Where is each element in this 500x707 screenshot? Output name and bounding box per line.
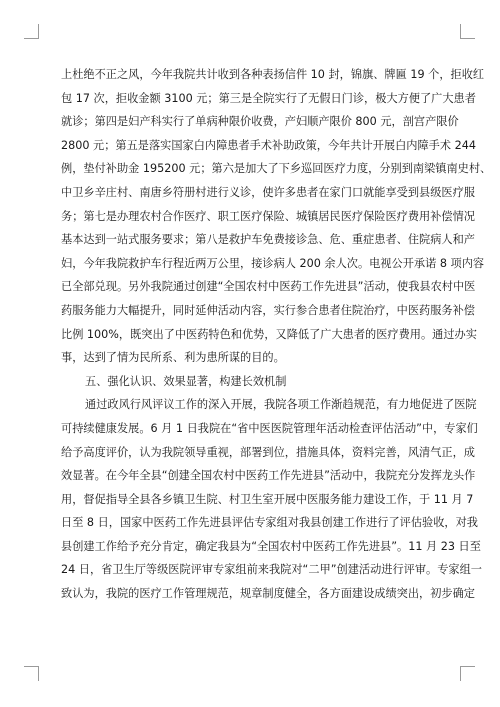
crop-mark-top-left [24, 24, 39, 39]
crop-mark-top-right [460, 24, 475, 39]
text-line: 包 17 次，拒收金额 3100 元；第三是全院实行了无假日门诊，极大方便了广大患者 [61, 91, 476, 105]
text-line: 上杜绝不正之风，今年我院共计收到各种表扬信件 10 封，锦旗、牌匾 19 个，拒收红 [61, 68, 485, 81]
crop-mark-bottom-right [460, 666, 475, 681]
document-body [61, 63, 492, 606]
text-line: 例，垫付补助金 195200 元；第六是加大了下乡巡回医疗力度，分别到南梁镇南史村、 [61, 162, 492, 176]
text-line: 药服务能力大幅提升，同时延伸活动内容，实行参合患者住院治疗，中医药服务补偿 [61, 303, 475, 317]
text-line: 就诊；第四是妇产科实行了单病种限价收费，产妇顺产限价 800 元，剖宫产限价 [61, 115, 459, 129]
text-line: 妇，今年我院救护车行程近两万公里，接诊病人 200 余人次。电视公开承诺 8 项内容 [61, 256, 485, 270]
text-line: 比例 100%，既突出了中医药特色和优势，又降低了广大患者的医疗费用。通过办实 [61, 327, 477, 341]
text-line: 可持续健康发展。6 月 1 日我院在“省中医医院管理年活动检查评估活动”中，专家们 [61, 421, 478, 435]
text-line: 基本达到一站式服务要求；第八是救护车免费接诊急、危、重症患者、住院病人和产 [61, 233, 475, 247]
crop-mark-bottom-left [24, 666, 39, 681]
text-line: 2800 元；第五是落实国家白内障患者手术补助政策，今年共计开展白内障手术 244 [61, 138, 476, 152]
text-line: 24 日，省卫生厅等级医院评审专家组前来我院对“二甲”创建活动进行评审。专家组一 [61, 563, 482, 577]
text-line: 已全部兑现。另外我院通过创建“全国农村中医药工作先进县”活动，使我县农村中医 [61, 280, 476, 294]
text-line: 县创建工作给予充分肯定，确定我县为“全国农村中医药工作先进县”。11 月 23 日至 [61, 539, 481, 553]
text-line: 致认为，我院的医疗工作管理规范，规章制度健全，各方面建设成绩突出，初步确定 [61, 587, 475, 601]
text-line: 中卫乡辛庄村、南唐乡符册村进行义诊，使许多患者在家门口就能享受到县级医疗服 [61, 185, 475, 199]
text-line: 用，督促指导全县各乡镇卫生院、村卫生室开展中医服务能力建设工作，于 11 月 7 [61, 492, 474, 506]
text-line: 务；第七是办理农村合作医疗、职工医疗保险、城镇居民医疗保险医疗费用补偿情况 [61, 209, 475, 223]
text-line: 通过政风行风评议工作的深入开展，我院各项工作渐趋规范，有力地促进了医院 [85, 398, 477, 412]
text-line: 效显著。在今年全县“创建全国农村中医药工作先进县”活动中，我院充分发挥龙头作 [61, 469, 476, 483]
text-line: 给予高度评价，认为我院领导重视，部署到位，措施具体，资料完善，风清气正，成 [61, 445, 475, 459]
text-line: 事，达到了情为民所系、利为患所谋的目的。 [61, 351, 285, 365]
text-line: 日至 8 日，国家中医药工作先进县评估专家组对我县创建工作进行了评估验收，对我 [61, 516, 478, 530]
section-heading: 五、强化认识、效果显著，构建长效机制 [85, 374, 287, 388]
